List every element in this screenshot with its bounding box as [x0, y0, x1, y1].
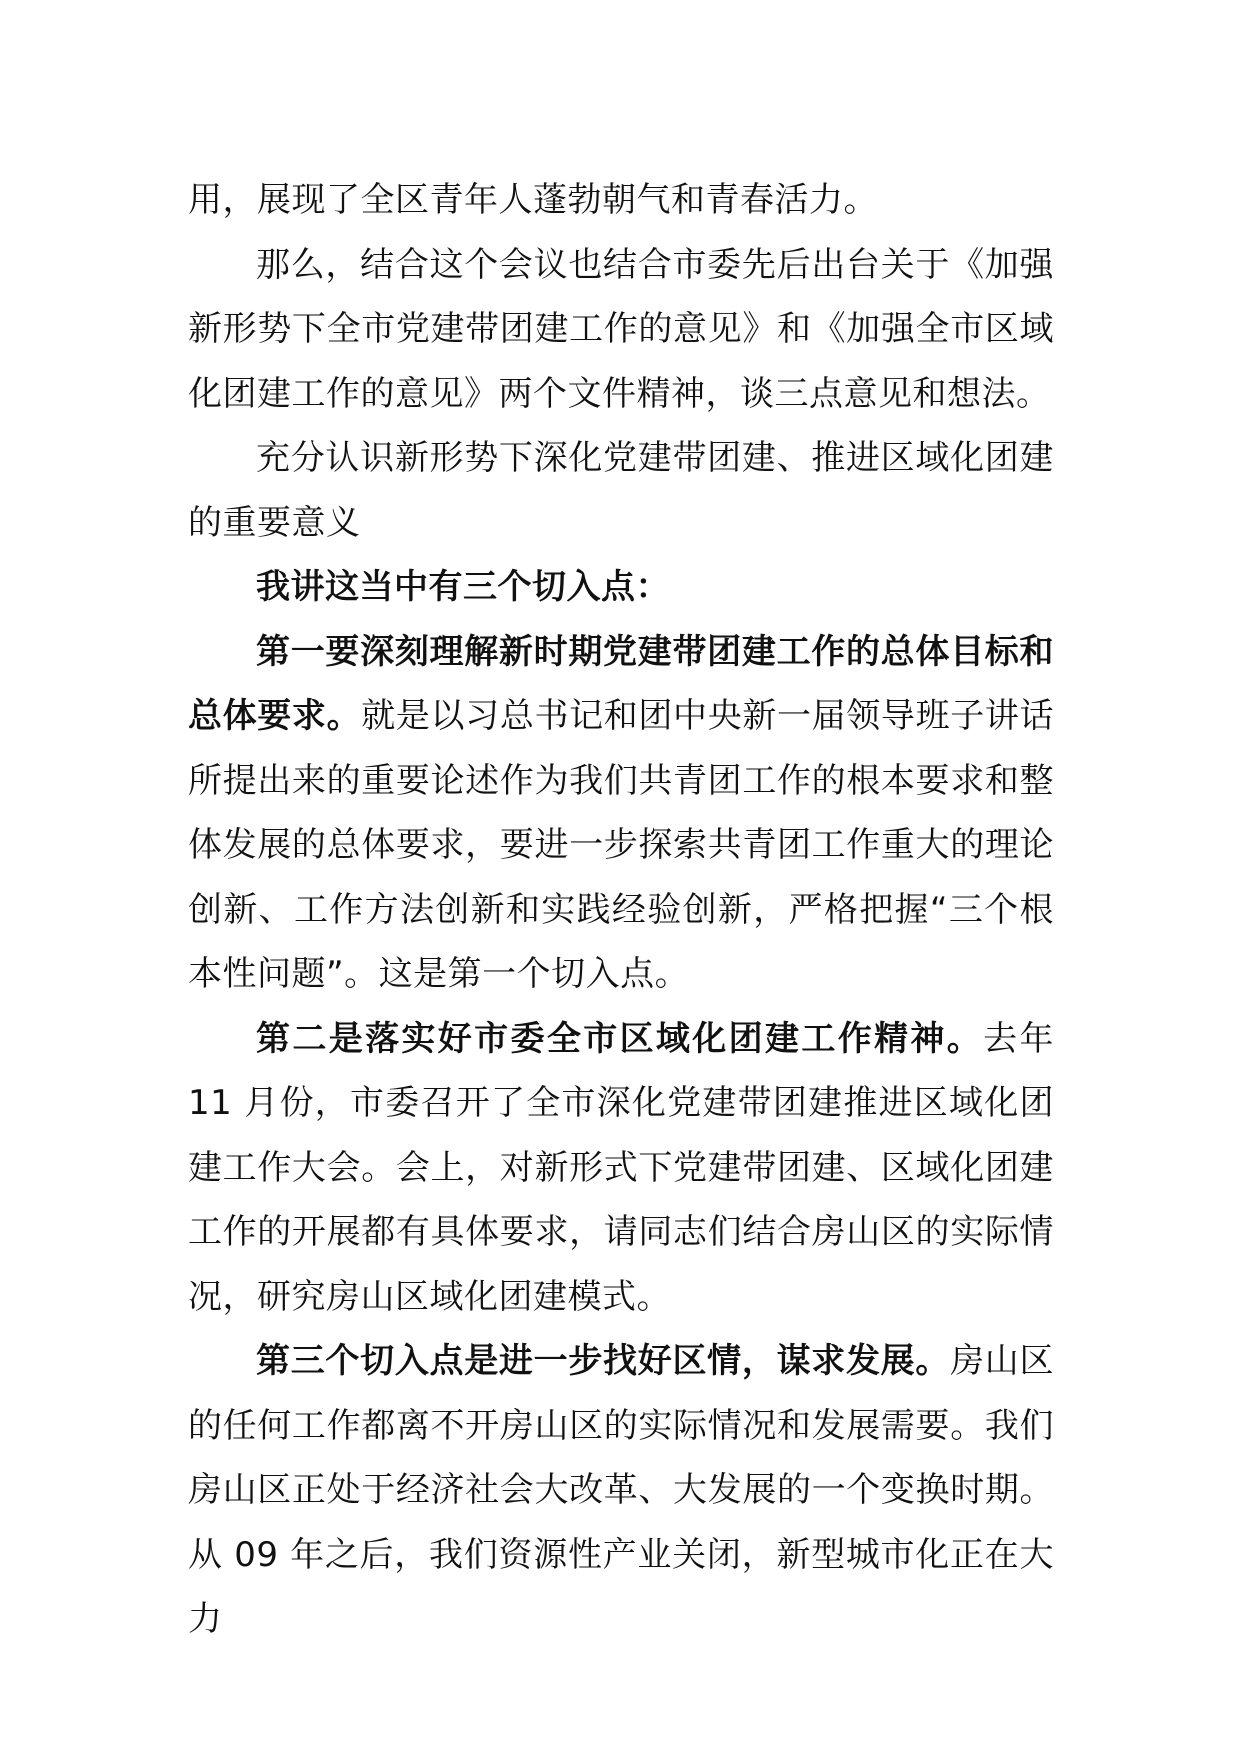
paragraph [188, 620, 1054, 1007]
section-heading [188, 426, 1054, 555]
paragraph-text: 房山区的任何工作都离不开房山区的实际情况和发展需要。我们房山区正处于经济社会大改革、大发展的一个变换时期。从 09 年之后，我们资源性产业关闭，新型城市化正在大力 [188, 1341, 1055, 1639]
paragraph [188, 1007, 1054, 1330]
paragraph-text: 用，展现了全区青年人蓬勃朝气和青春活力。 [188, 180, 878, 220]
paragraph [188, 1329, 1054, 1652]
bold-lead-text: 第三个切入点是进一步找好区情，谋求发展。 [256, 1341, 951, 1381]
bold-lead-text: 我讲这当中有三个切入点： [256, 567, 670, 607]
paragraph-text: 那么，结合这个会议也结合市委先后出台关于《加强新形势下全市党建带团建工作的意见》和《加强全市区域化团建工作的意见》两个文件精神，谈三点意见和想法。 [188, 244, 1054, 414]
bold-lead-text: 第二是落实好市委全市区域化团建工作精神。 [256, 1018, 984, 1059]
paragraph [188, 233, 1054, 427]
paragraph [188, 168, 1054, 233]
paragraph-text: 就是以习总书记和团中央新一届领导班子讲话所提出来的重要论述作为我们共青团工作的根本要求和整体发展的总体要求，要进一步探索共青团工作重大的理论创新、工作方法创新和实践经验创新，严格把握“三个根本性问题”。这是第一个切入点。 [188, 696, 1055, 994]
document-body [188, 168, 1054, 1652]
bold-lead-text: 第一要深刻理解新时期党建带团建工作的总体目标和总体要求。 [188, 631, 1054, 736]
bold-lead-paragraph [188, 555, 1054, 620]
paragraph-text: 充分认识新形势下深化党建带团建、推进区域化团建的重要意义 [188, 438, 1054, 543]
paragraph-text: 去年 11 月份，市委召开了全市深化党建带团建推进区域化团建工作大会。会上，对新形式下党建带团建、区域化团建工作的开展都有具体要求，请同志们结合房山区的实际情况，研究房山区域化团建模式。 [188, 1018, 1055, 1317]
